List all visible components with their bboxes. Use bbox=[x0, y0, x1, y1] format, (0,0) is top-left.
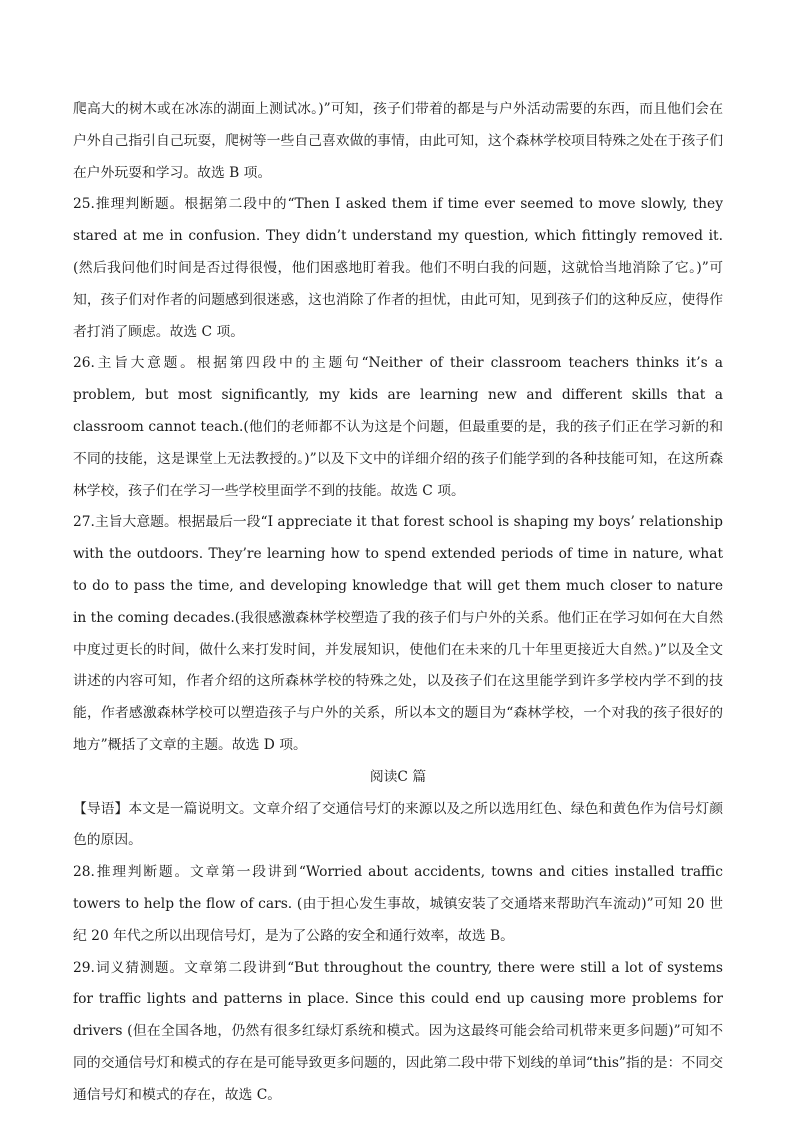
section-heading-reading-c: 阅读C 篇 bbox=[369, 768, 427, 785]
paragraph-24-continuation: 爬高大的树木或在冰冻的湖面上测试冰。)”可知，孩子们带着的都是与户外活动需要的东西，而且他们会在户外自己指引自己玩耍，爬树等一些自己喜欢做的事情，由此可知，这个森林学校项目特殊之处在于孩子们在户外玩耍和学习。故选 B 项。 bbox=[73, 101, 723, 181]
answer-explanations bbox=[73, 94, 723, 1112]
paragraph-intro: 【导语】本文是一篇说明文。文章介绍了交通信号灯的来源以及之所以选用红色、绿色和黄色作为信号灯颜色的原因。 bbox=[73, 800, 723, 849]
paragraph-q29: 29.词义猜测题。文章第二段讲到“But throughout the country, there were still a lot of systems for traffic lights and patterns in place. Since this could end up causing more problems for drivers (但在全国各地，仍然有很多红绿灯系统和模式。因为这最终可能会给司机带来更多问题)”可知不同的交通信号灯和模式的存在是可能导致更多问题的，因此第二段中带下划线的单词“this”指的是：不同交通信号灯和模式的存在，故选 C。 bbox=[73, 959, 723, 1103]
paragraph-q27: 27.主旨大意题。根据最后一段“I appreciate it that forest school is shaping my boys’ relationship with the outdoors. They’re learning how to spend extended periods of time in nature, what to do to pass the time, and developing knowledge that will get them much closer to nature in the coming decades.(我很感激森林学校塑造了我的孩子们与户外的关系。他们正在学习如何在大自然中度过更长的时间，做什么来打发时间，并发展知识，使他们在未来的几十年里更接近大自然。)”以及全文讲述的内容可知，作者介绍的这所森林学校的特殊之处，以及孩子们在这里能学到许多学校内学不到的技能，作者感激森林学校可以塑造孩子与户外的关系，所以本文的题目为“森林学校，一个对我的孩子很好的地方”概括了文章的主题。故选 D 项。 bbox=[73, 514, 723, 753]
paragraph-q28: 28.推理判断题。文章第一段讲到“Worried about accidents, towns and cities installed traffic towers to help the flow of cars. (由于担心发生事故，城镇安装了交通塔来帮助汽车流动)”可知 20 世纪 20 年代之所以出现信号灯，是为了公路的安全和通行效率，故选 B。 bbox=[73, 864, 723, 944]
paragraph-q26: 26.主旨大意题。根据第四段中的主题句“Neither of their classroom teachers thinks it’s a problem, but most significantly, my kids are learning new and different skills that a classroom cannot teach.(他们的老师都不认为这是个问题，但最重要的是，我的孩子们正在学习新的和不同的技能，这是课堂上无法教授的。)”以及下文中的详细介绍的孩子们能学到的各种技能可知，在这所森林学校，孩子们在学习一些学校里面学不到的技能。故选 C 项。 bbox=[73, 355, 723, 499]
paragraph-q25: 25.推理判断题。根据第二段中的“Then I asked them if time ever seemed to move slowly, they stared at me in confusion. They didn’t understand my question, which fittingly removed it.(然后我问他们时间是否过得很慢，他们困惑地盯着我。他们不明白我的问题，这就恰当地消除了它。)”可知，孩子们对作者的问题感到很迷惑，这也消除了作者的担忧，由此可知，见到孩子们的这种反应，使得作者打消了顾虑。故选 C 项。 bbox=[73, 196, 723, 340]
